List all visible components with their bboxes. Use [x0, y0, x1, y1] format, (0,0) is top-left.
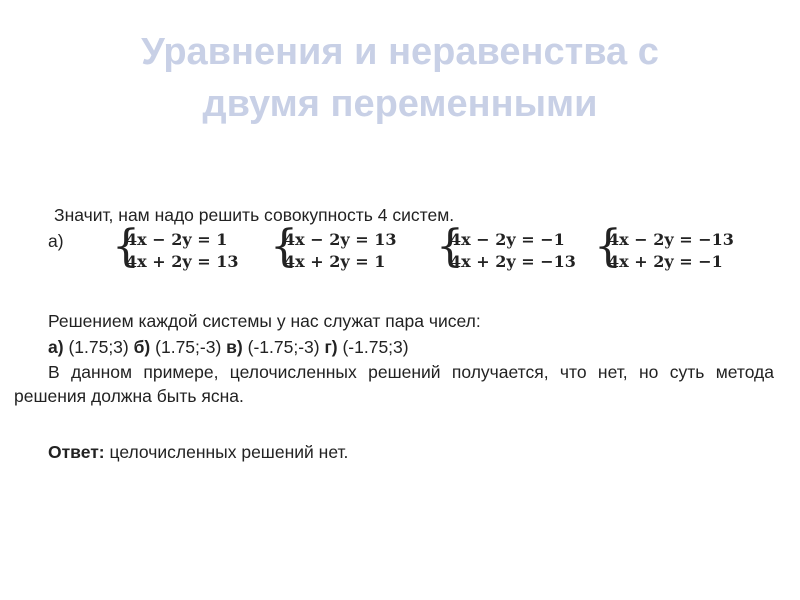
slide-title-line-1: Уравнения и неравенства с: [141, 31, 659, 73]
equation: 4x − 2y = 13: [284, 230, 397, 249]
slide-title: [0, 26, 800, 130]
answer-label: в): [226, 337, 243, 357]
intro-text: Значит, нам надо решить совокупность 4 систем.: [54, 205, 455, 225]
answer-value: (-1.75;3): [342, 337, 409, 357]
equation: 4x + 2y = −13: [450, 252, 576, 271]
answer-label: б): [133, 337, 151, 357]
answer-label: а): [48, 337, 64, 357]
brace-icon: {: [436, 221, 464, 272]
brace-icon: {: [270, 221, 298, 272]
brace-icon: {: [112, 221, 140, 272]
equation: 4x − 2y = 1: [126, 230, 228, 249]
final-answer: [48, 441, 348, 463]
answer-value: (-1.75;-3): [247, 337, 320, 357]
equation: 4x + 2y = 1: [284, 252, 386, 271]
final-answer-text: целочисленных решений нет.: [109, 442, 349, 462]
solutions-intro: Решением каждой системы у нас служат пара чисел:: [48, 311, 481, 331]
answer-value: (1.75;3): [68, 337, 129, 357]
equation: 4x + 2y = −1: [608, 252, 723, 271]
answer-value: (1.75;-3): [155, 337, 222, 357]
final-answer-label: Ответ:: [48, 442, 105, 462]
item-label-a: а): [48, 231, 64, 251]
answers-line: [48, 336, 409, 358]
brace-icon: {: [594, 221, 622, 272]
equation: 4x − 2y = −13: [608, 230, 734, 249]
slide-title-line-2: двумя переменными: [202, 83, 598, 125]
answer-label: г): [324, 337, 338, 357]
equation: 4x − 2y = −1: [450, 230, 565, 249]
note-paragraph: В данном примере, целочисленных решений получается, что нет, но суть метода решения должна быть ясна.: [14, 362, 774, 406]
equation: 4x + 2y = 13: [126, 252, 239, 271]
